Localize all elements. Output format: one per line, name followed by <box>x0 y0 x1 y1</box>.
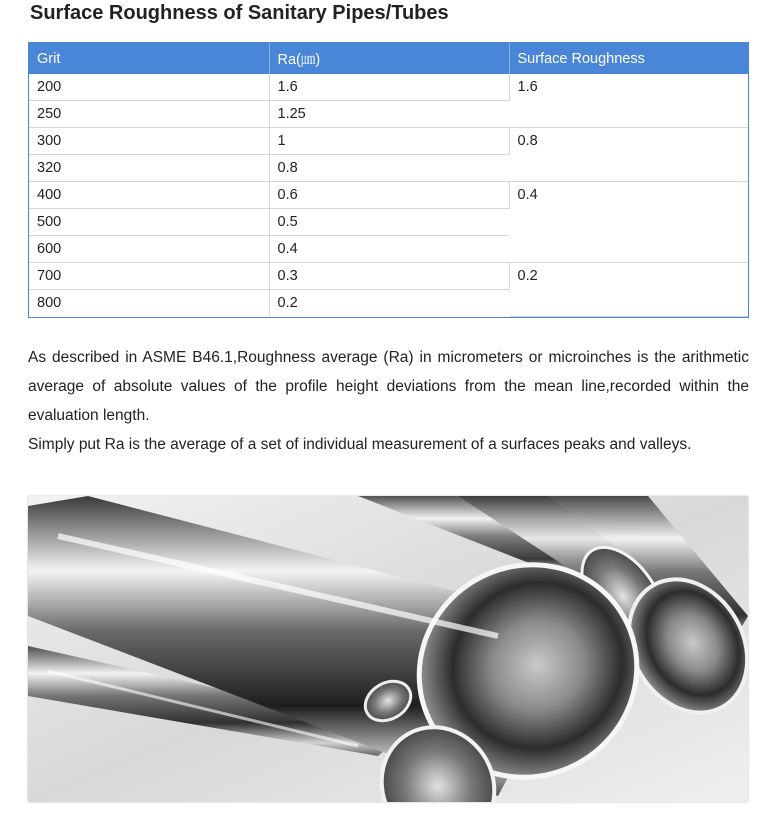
surface-roughness-cell: 1.6 <box>509 74 748 128</box>
ra-cell: 1 <box>269 128 509 155</box>
surface-roughness-cell: 0.2 <box>509 263 748 317</box>
grit-cell: 700 <box>29 263 269 290</box>
ra-definition-paragraph: As described in ASME B46.1,Roughness average (Ra) in micrometers or microinches is the arithmetic average of absolute values of the profile height deviations from the mean line,recorded within the evaluation length. <box>28 349 749 424</box>
grit-cell: 800 <box>29 290 269 317</box>
ra-cell: 0.2 <box>277 295 298 311</box>
ra-cell: 0.4 <box>269 236 509 263</box>
surface-roughness-cell: 0.4 <box>509 182 748 263</box>
ra-summary-paragraph: Simply put Ra is the average of a set of individual measurement of a surfaces peaks and valleys. <box>28 436 692 453</box>
ra-cell: 0.3 <box>269 263 509 290</box>
ra-cell: 1.6 <box>269 74 509 101</box>
ra-cell: 0.8 <box>269 155 509 182</box>
steel-pipes-photo <box>28 496 748 802</box>
grit-cell: 600 <box>29 236 269 263</box>
page-title: Surface Roughness of Sanitary Pipes/Tubes <box>30 2 449 24</box>
grit-cell: 320 <box>29 155 269 182</box>
table-row <box>29 263 748 290</box>
table-row <box>29 128 748 155</box>
header-surface-roughness: Surface Roughness <box>509 43 748 74</box>
grit-cell: 300 <box>29 128 269 155</box>
table-row <box>29 74 748 101</box>
ra-cell: 0.5 <box>269 209 509 236</box>
header-grit: Grit <box>29 43 269 74</box>
header-ra: Ra(㎛) <box>269 43 509 74</box>
grit-cell: 500 <box>29 209 269 236</box>
ra-cell: 0.6 <box>269 182 509 209</box>
roughness-table <box>28 42 749 318</box>
grit-cell: 200 <box>29 74 269 101</box>
table-row <box>29 182 748 209</box>
grit-cell: 400 <box>29 182 269 209</box>
grit-cell: 250 <box>29 101 269 128</box>
ra-cell: 1.25 <box>269 101 509 128</box>
table-header-row <box>29 43 748 74</box>
surface-roughness-cell: 0.8 <box>509 128 748 182</box>
